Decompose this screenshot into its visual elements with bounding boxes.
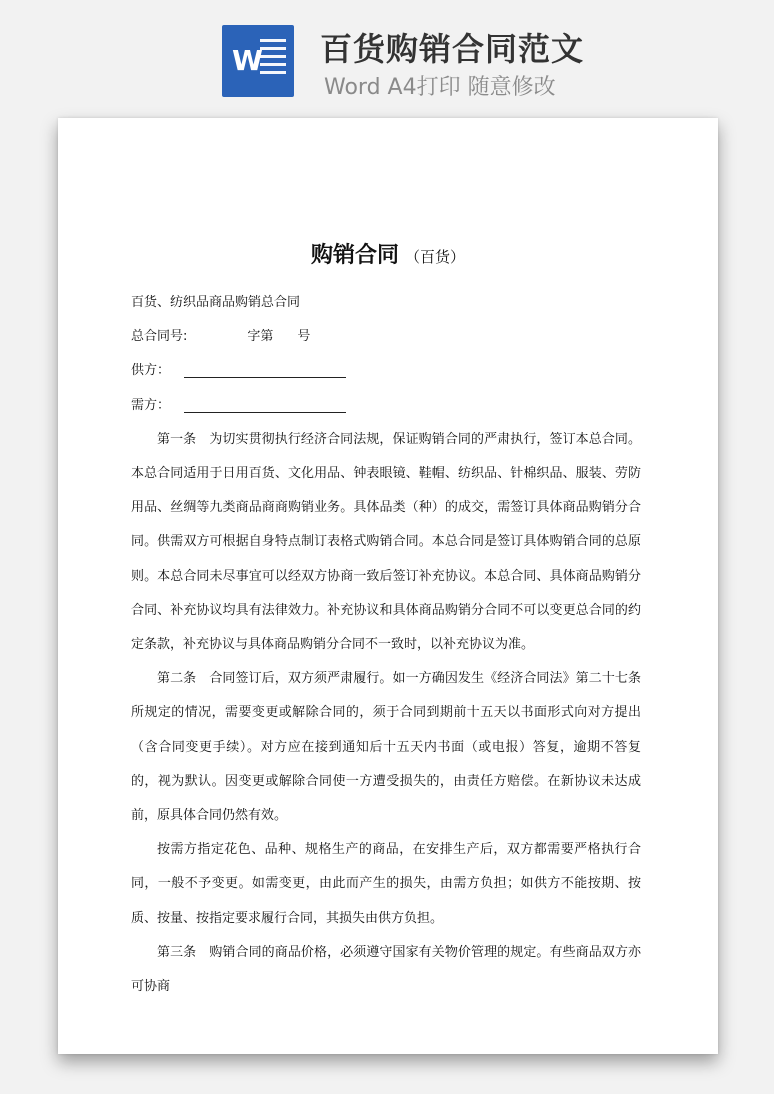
supplier-label: 供方： [131,363,171,379]
paragraph-article-3: 第三条 购销合同的商品价格，必须遵守国家有关物价管理的规定。有些商品双方亦可协商 [131,944,641,994]
contract-subtitle-text: 百货、纺织品商品购销总合同 [131,295,301,310]
buyer-label: 需方： [131,397,171,413]
paragraph-article-1: 第一条 为切实贯彻执行经济合同法规，保证购销合同的严肃执行，签订本总合同。本总合同适用于日用百货、文化用品、钟表眼镜、鞋帽、纺织品、针棉织品、服装、劳防用品、丝绸等九类商品商商购销业务。具体品类（种）的成交，需签订具体商品购销分合同。供需双方可根据自身特点制订表格式购销合同。本总合同是签订具体购销合同的总原则。本总合同未尽事宜可以经双方协商一致后签订补充协议。本总合同、具体商品购销分合同、补充协议均具有法律效力。补充协议和具体商品购销分合同不可以变更总合同的约定条款，补充协议与具体商品购销分合同不一致时，以补充协议为准。 [131,431,641,652]
document-title-main: 购销合同 [310,243,399,268]
supplier-field[interactable] [184,361,346,378]
page-header [0,0,774,110]
contract-number-hao: 号 [297,329,311,345]
contract-number-zi: 字第 [247,329,274,345]
paragraph-article-2: 第二条 合同签订后，双方须严肃履行。如一方确因发生《经济合同法》第二十七条所规定的情况，需要变更或解除合同的，须于合同到期前十五天以书面形式向对方提出（含合同变更手续）。对方应在接到通知后十五天内书面（或电报）答复，逾期不答复的，视为默认。因变更或解除合同使一方遭受损失的，由责任方赔偿。在新协议未达成前，原具体合同仍然有效。 [131,671,641,823]
document-title [58,238,718,269]
contract-number-line [131,320,641,354]
word-icon-letter: W [232,44,263,77]
buyer-line [131,389,641,423]
supplier-line [131,354,641,388]
document-page [58,118,718,1054]
contract-number-label: 总合同号: [131,329,188,345]
document-body [131,286,641,1004]
page-title: 百货购销合同范文 [320,30,585,68]
contract-subtitle [131,286,641,320]
page-subtitle: Word A4打印 随意修改 [324,75,556,100]
document-title-note: （百货） [405,248,466,266]
paragraph-article-2-cont: 按需方指定花色、品种、规格生产的商品，在安排生产后，双方都需要严格执行合同，一般不予变更。如需变更，由此而产生的损失，由需方负担；如供方不能按期、按质、按量、按指定要求履行合同，其损失由供方负担。 [131,842,641,926]
word-icon-lines [260,39,286,79]
buyer-field[interactable] [184,396,346,413]
word-icon [222,25,294,97]
